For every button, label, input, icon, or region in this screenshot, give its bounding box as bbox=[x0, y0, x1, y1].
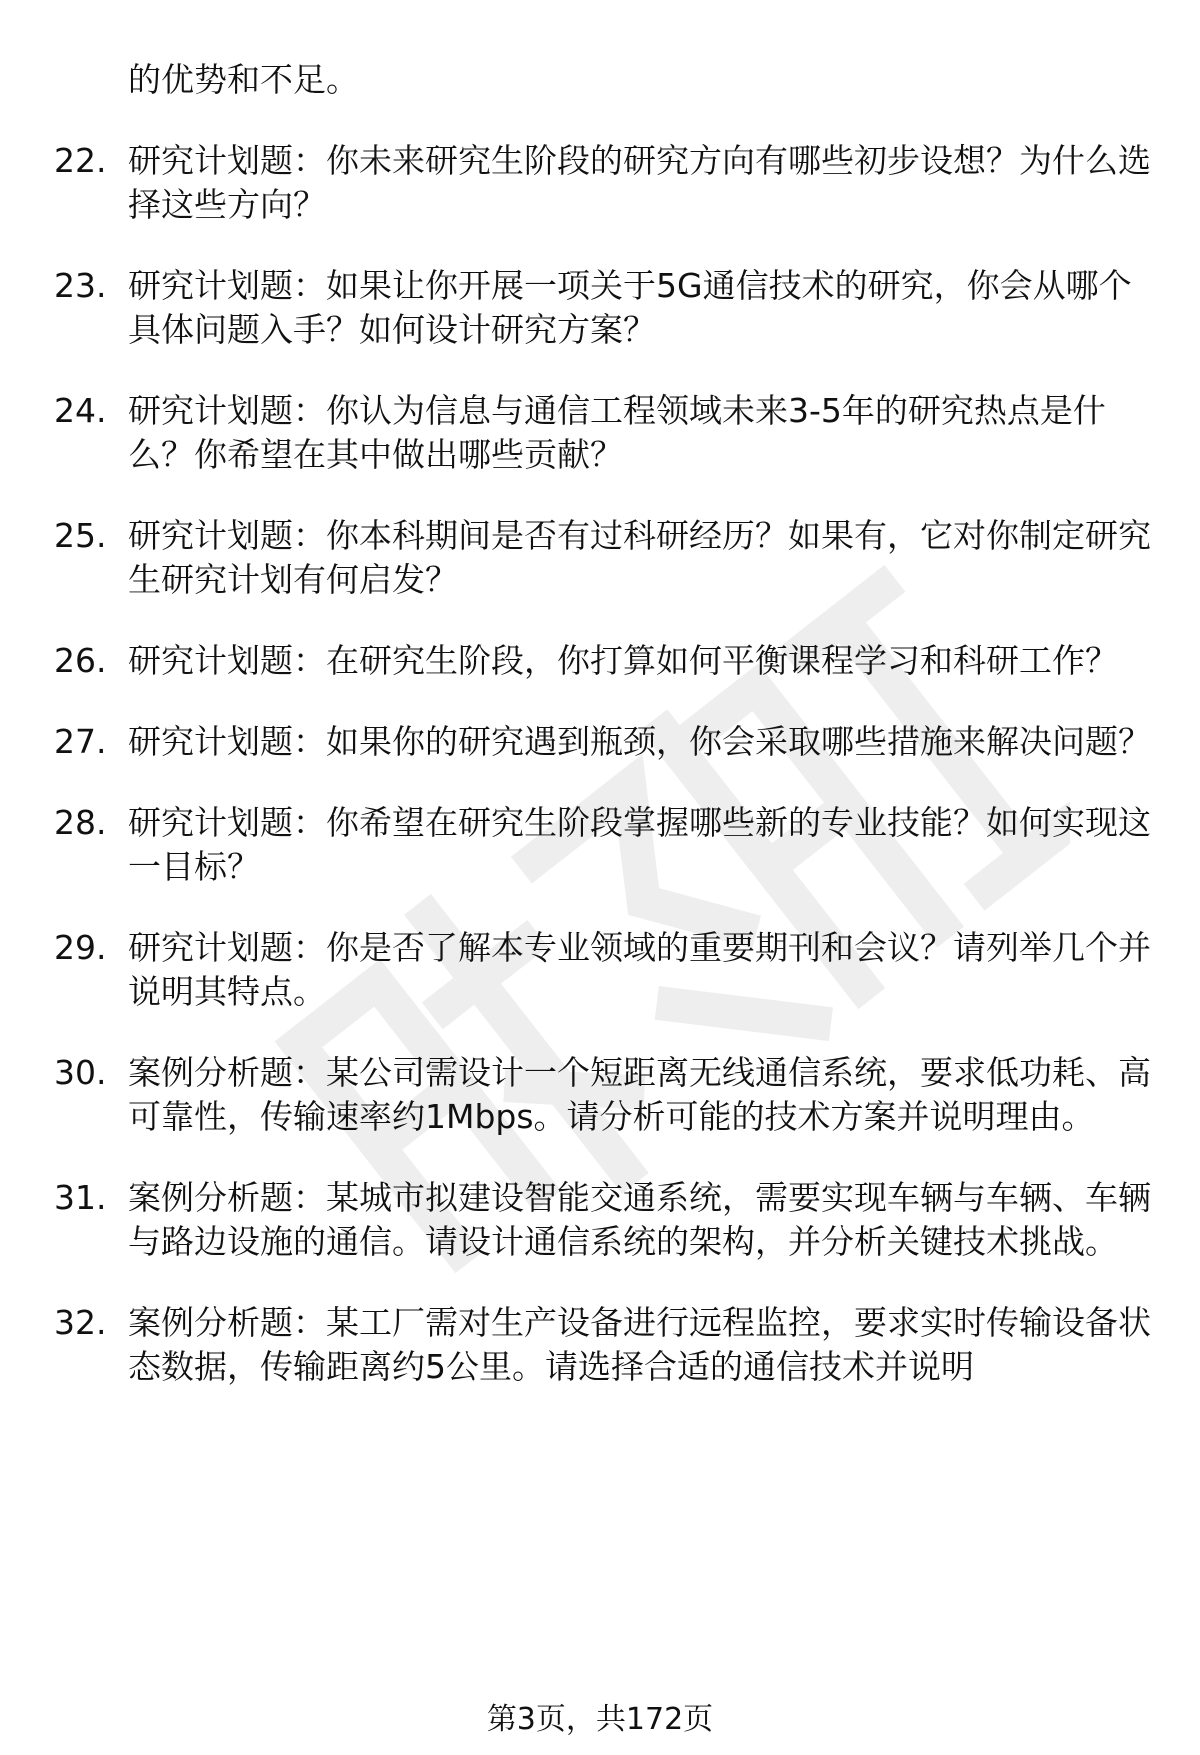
question-text: 研究计划题：如果让你开展一项关于5G通信技术的研究，你会从哪个具体问题入手？如何设计研究方案？ bbox=[128, 266, 1132, 349]
question-number: 26. bbox=[54, 641, 107, 680]
question-number: 29. bbox=[54, 928, 107, 967]
question-number: 30. bbox=[54, 1053, 107, 1092]
question-item bbox=[0, 801, 1200, 889]
question-item bbox=[0, 1051, 1200, 1139]
question-text: 研究计划题：如果你的研究遇到瓶颈，你会采取哪些措施来解决问题？ bbox=[128, 722, 1151, 761]
question-item bbox=[0, 514, 1200, 602]
question-item bbox=[0, 139, 1200, 227]
question-item bbox=[0, 720, 1200, 764]
question-number: 32. bbox=[54, 1303, 107, 1342]
continuation-text: 的优势和不足。 bbox=[128, 60, 359, 99]
question-number: 25. bbox=[54, 516, 107, 555]
question-number: 28. bbox=[54, 803, 107, 842]
question-text: 研究计划题：你未来研究生阶段的研究方向有哪些初步设想？为什么选择这些方向？ bbox=[128, 141, 1151, 224]
question-text: 研究计划题：你本科期间是否有过科研经历？如果有，它对你制定研究生研究计划有何启发？ bbox=[128, 516, 1151, 599]
question-number: 24. bbox=[54, 391, 107, 430]
page-footer: 第3页，共172页 bbox=[486, 1702, 714, 1737]
question-item bbox=[0, 1176, 1200, 1264]
question-text: 案例分析题：某城市拟建设智能交通系统，需要实现车辆与车辆、车辆与路边设施的通信。请设计通信系统的架构，并分析关键技术挑战。 bbox=[128, 1178, 1151, 1261]
question-number: 22. bbox=[54, 141, 107, 180]
question-text: 研究计划题：在研究生阶段，你打算如何平衡课程学习和科研工作？ bbox=[128, 641, 1118, 680]
question-item bbox=[0, 639, 1200, 683]
question-text: 研究计划题：你希望在研究生阶段掌握哪些新的专业技能？如何实现这一目标？ bbox=[128, 803, 1151, 886]
question-number: 23. bbox=[54, 266, 107, 305]
question-list bbox=[0, 58, 1200, 1426]
question-number: 27. bbox=[54, 722, 107, 761]
question-item bbox=[0, 389, 1200, 477]
question-item bbox=[0, 1301, 1200, 1389]
question-text: 研究计划题：你是否了解本专业领域的重要期刊和会议？请列举几个并说明其特点。 bbox=[128, 928, 1151, 1011]
question-item bbox=[0, 264, 1200, 352]
question-item bbox=[0, 926, 1200, 1014]
question-text: 案例分析题：某公司需设计一个短距离无线通信系统，要求低功耗、高可靠性，传输速率约1Mbps。请分析可能的技术方案并说明理由。 bbox=[128, 1053, 1151, 1136]
question-number: 31. bbox=[54, 1178, 107, 1217]
question-text: 研究计划题：你认为信息与通信工程领域未来3-5年的研究热点是什么？你希望在其中做出哪些贡献？ bbox=[128, 391, 1106, 474]
question-text: 案例分析题：某工厂需对生产设备进行远程监控，要求实时传输设备状态数据，传输距离约5公里。请选择合适的通信技术并说明 bbox=[128, 1303, 1151, 1386]
